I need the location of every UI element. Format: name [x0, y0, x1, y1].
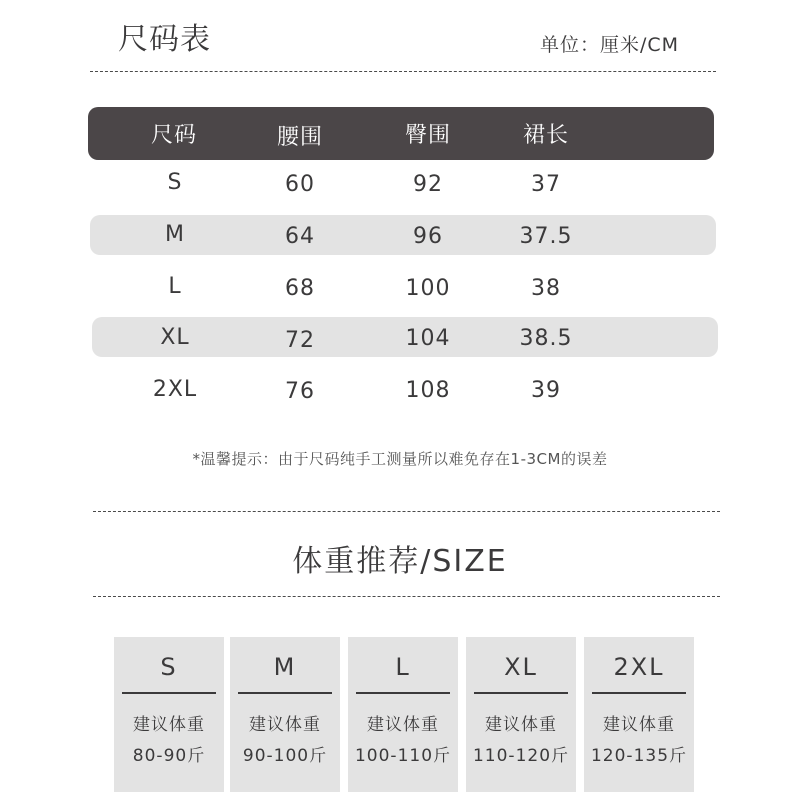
weight-card	[114, 637, 224, 792]
table-cell-hip: 96	[413, 224, 443, 249]
table-cell-skirt-length: 39	[531, 378, 561, 403]
table-header	[88, 107, 714, 160]
card-size: M	[273, 653, 297, 681]
unit-label: 单位：厘米/CM	[540, 34, 680, 56]
table-cell-size: 2XL	[152, 377, 198, 402]
table-cell-size: M	[165, 222, 185, 247]
card-size: S	[160, 653, 178, 681]
table-cell-skirt-length: 37	[531, 172, 561, 197]
card-divider	[592, 692, 686, 694]
table-cell-skirt-length: 37.5	[519, 224, 573, 249]
column-header-waist: 腰围	[276, 125, 323, 150]
card-weight: 110-120斤	[472, 746, 570, 766]
table-cell-hip: 100	[405, 276, 451, 301]
card-label: 建议体重	[367, 715, 439, 735]
card-weight: 120-135斤	[590, 746, 688, 766]
column-header-size: 尺码	[150, 123, 197, 148]
weight-section-title: 体重推荐/SIZE	[292, 544, 508, 579]
table-cell-waist: 68	[285, 276, 315, 301]
table-cell-skirt-length: 38.5	[519, 326, 573, 351]
top-divider	[90, 71, 716, 72]
measurement-note: *温馨提示：由于尺码纯手工测量所以难免存在1-3CM的误差	[192, 450, 608, 468]
card-label: 建议体重	[249, 715, 321, 735]
table-cell-size: S	[167, 170, 183, 195]
table-cell-size: L	[168, 274, 182, 299]
card-size: 2XL	[613, 653, 665, 681]
table-cell-waist: 64	[285, 224, 315, 249]
table-cell-waist: 72	[285, 328, 315, 353]
table-cell-hip: 108	[405, 378, 451, 403]
card-label: 建议体重	[603, 715, 675, 735]
section-divider-bottom	[93, 596, 720, 597]
card-weight: 90-100斤	[242, 746, 328, 766]
card-weight: 100-110斤	[354, 746, 452, 766]
card-divider	[356, 692, 450, 694]
weight-card	[466, 637, 576, 792]
column-header-hip: 臀围	[404, 123, 451, 148]
table-cell-waist: 76	[285, 379, 315, 404]
card-label: 建议体重	[485, 715, 557, 735]
section-divider-top	[93, 511, 720, 512]
card-size: L	[395, 653, 411, 681]
weight-card	[230, 637, 340, 792]
column-header-skirt-length: 裙长	[522, 123, 569, 148]
table-cell-waist: 60	[285, 172, 315, 197]
table-cell-skirt-length: 38	[531, 276, 561, 301]
card-size: XL	[504, 653, 538, 681]
page-title: 尺码表	[118, 22, 211, 57]
weight-card	[348, 637, 458, 792]
card-divider	[238, 692, 332, 694]
card-label: 建议体重	[133, 715, 205, 735]
card-divider	[122, 692, 216, 694]
weight-card	[584, 637, 694, 792]
card-divider	[474, 692, 568, 694]
table-cell-hip: 92	[413, 172, 443, 197]
table-cell-size: XL	[160, 325, 190, 350]
card-weight: 80-90斤	[132, 746, 206, 766]
table-cell-hip: 104	[405, 326, 451, 351]
